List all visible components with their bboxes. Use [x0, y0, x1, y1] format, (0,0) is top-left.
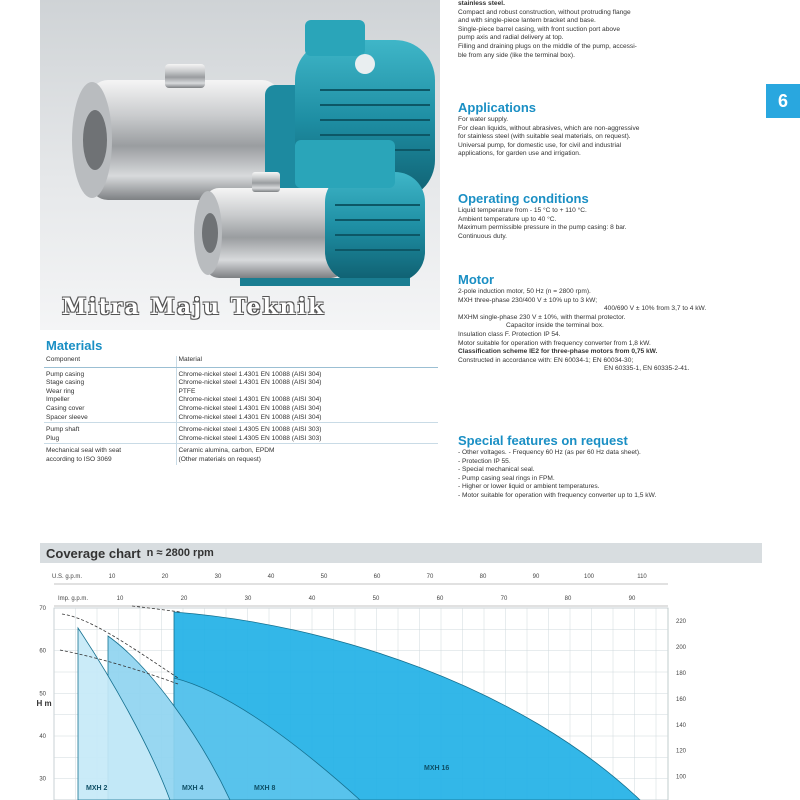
series-label: MXH 2: [86, 785, 108, 792]
x-axis-label-us: U.S. g.p.m.: [52, 574, 83, 580]
x-tick-imp: 30: [244, 596, 252, 602]
material-cell: Chrome-nickel steel 1.4301 EN 10088 (AISI 304): [176, 367, 438, 379]
x-tick-imp: 10: [116, 596, 124, 602]
motor-line: MXH three-phase 230/400 V ± 10% up to 3 kW;: [458, 296, 598, 304]
coverage-chart: [0, 566, 800, 800]
x-tick-us: 100: [583, 574, 595, 580]
motor-line: 400/690 V ± 10% from 3,7 to 4 kW.: [604, 305, 707, 313]
component-cell: Casing cover: [44, 405, 176, 414]
column-header-material: Material: [176, 356, 438, 367]
x-tick-imp: 90: [628, 596, 636, 602]
motor-line: EN 60335-1, EN 60335-2-41.: [604, 365, 690, 373]
y-tick-left: 40: [39, 734, 46, 740]
special-line: - Higher or lower liquid or ambient temperatures.: [458, 483, 600, 491]
applications-line: Universal pump, for domestic use, for civil and industrial: [458, 141, 622, 149]
x-tick-us: 80: [479, 574, 487, 580]
component-cell: Pump shaft: [44, 423, 176, 435]
x-tick-imp: 80: [564, 596, 572, 602]
table-row: [44, 444, 438, 456]
applications-title: Applications: [458, 100, 537, 115]
x-tick-us: 20: [161, 574, 169, 580]
material-cell: (Other materials on request): [178, 455, 261, 463]
applications-section: [458, 100, 763, 159]
table-row: [44, 388, 438, 397]
table-row: [44, 405, 438, 414]
y-axis-label-left: H m: [36, 699, 52, 709]
construction-line: pump axis and radial delivery at top.: [458, 34, 564, 42]
materials-title: Materials: [46, 338, 103, 353]
operating-line: Maximum permissible pressure in the pump casing: 8 bar.: [458, 224, 627, 232]
x-tick-imp: 60: [436, 596, 444, 602]
table-row: [44, 423, 438, 435]
special-line: - Pump casing seal rings in FPM.: [458, 474, 555, 482]
pump-illustration: [40, 0, 440, 330]
component-cell: Impeller: [44, 396, 176, 405]
special-line: - Motor suitable for operation with frequency converter up to 1,5 kW.: [458, 491, 657, 499]
component-cell: Stage casing: [44, 379, 176, 388]
series-label: MXH 4: [182, 785, 204, 792]
motor-section: [458, 272, 763, 374]
operating-conditions-section: [458, 191, 763, 241]
watermark: Mitra Maju Teknik: [62, 294, 326, 320]
applications-line: For clean liquids, without abrasives, which are non-aggressive: [458, 124, 640, 132]
material-cell: Chrome-nickel steel 1.4301 EN 10088 (AISI 304): [178, 379, 322, 387]
x-tick-imp: 70: [500, 596, 508, 602]
x-tick-imp: 20: [180, 596, 188, 602]
y-tick-right: 180: [676, 670, 687, 677]
component-cell: Mechanical seal with seat: [44, 444, 176, 456]
y-tick-right: 140: [676, 722, 687, 729]
motor-line: Insulation class F. Protection IP 54.: [458, 330, 561, 338]
applications-line: For water supply.: [458, 116, 509, 123]
operating-line: Ambient temperature up to 40 °C.: [458, 215, 557, 223]
motor-title: Motor: [458, 272, 495, 287]
y-tick-right: 220: [676, 618, 687, 625]
motor-line: Classification scheme IE2 for three-phase motors from 0,75 kW.: [458, 348, 658, 356]
y-tick-right: 100: [676, 774, 687, 781]
x-tick-us: 30: [214, 574, 222, 580]
component-cell: Wear ring: [44, 388, 176, 397]
chapter-tab: 6: [766, 84, 800, 118]
table-row: [44, 456, 438, 465]
x-axis-label-imp: Imp. g.p.m.: [58, 596, 89, 602]
series-label: MXH 8: [254, 785, 276, 792]
column-header-component: Component: [44, 356, 176, 367]
motor-line: Constructed in accordance with: EN 60034-1; EN 60034-30;: [458, 356, 634, 364]
product-photo: [40, 0, 440, 330]
table-header-row: [44, 356, 438, 367]
material-cell: Chrome-nickel steel 1.4301 EN 10088 (AISI 304): [178, 413, 322, 421]
material-cell: PTFE: [178, 387, 196, 395]
series-label: MXH 16: [424, 765, 450, 772]
x-tick-us: 50: [320, 574, 328, 580]
component-cell: according to ISO 3069: [44, 456, 176, 465]
table-row: [44, 435, 438, 444]
material-cell: Chrome-nickel steel 1.4301 EN 10088 (AISI 304): [178, 404, 322, 412]
x-tick-imp: 50: [372, 596, 380, 602]
y-tick-right: 120: [676, 748, 687, 755]
special-features-section: [458, 433, 763, 501]
construction-line: Single-piece barrel casing, with front suction port above: [458, 25, 621, 33]
construction-section: [458, 0, 763, 60]
special-line: - Other voltages. - Frequency 60 Hz (as per 60 Hz data sheet).: [458, 449, 641, 456]
y-tick-left: 70: [39, 606, 46, 612]
component-cell: Plug: [44, 435, 176, 444]
x-tick-us: 40: [267, 574, 275, 580]
construction-line: Compact and robust construction, without protruding flange: [458, 8, 631, 16]
y-tick-right: 200: [676, 644, 687, 651]
motor-line: Motor suitable for operation with frequency converter from 1,8 kW.: [458, 339, 651, 347]
construction-line: stainless steel.: [458, 0, 505, 7]
special-line: - Protection IP 55.: [458, 457, 511, 465]
applications-line: for stainless steel (with suitable seal materials, on request).: [458, 133, 631, 141]
operating-conditions-title: Operating conditions: [458, 191, 589, 206]
construction-line: Filling and draining plugs on the middle of the pump, accessi-: [458, 42, 637, 50]
y-tick-left: 50: [39, 691, 46, 698]
coverage-chart-header: [40, 543, 762, 563]
component-cell: Spacer sleeve: [44, 414, 176, 423]
table-row: [44, 379, 438, 388]
motor-line: MXHM single-phase 230 V ± 10%, with thermal protector.: [458, 313, 626, 321]
material-cell: Chrome-nickel steel 1.4305 EN 10088 (AISI 303): [176, 423, 438, 435]
material-cell: Chrome-nickel steel 1.4305 EN 10088 (AISI 303): [178, 434, 322, 442]
construction-line: and with single-piece lantern bracket and base.: [458, 17, 596, 25]
motor-line: Capacitor inside the terminal box.: [506, 322, 604, 330]
component-cell: Pump casing: [44, 367, 176, 379]
table-row: [44, 396, 438, 405]
y-tick-left: 60: [39, 648, 46, 655]
x-tick-us: 60: [373, 574, 381, 580]
y-tick-left: 30: [39, 776, 46, 783]
applications-line: applications, for garden use and irrigation.: [458, 150, 581, 158]
x-tick-us: 90: [532, 574, 540, 580]
special-line: - Special mechanical seal.: [458, 466, 535, 474]
material-cell: Ceramic alumina, carbon, EPDM: [176, 444, 438, 456]
operating-line: Continuous duty.: [458, 232, 507, 240]
table-row: [44, 367, 438, 379]
materials-table: [44, 356, 438, 465]
special-features-title: Special features on request: [458, 433, 628, 448]
x-tick-us: 110: [637, 574, 647, 580]
construction-line: ble from any side (like the terminal box).: [458, 51, 575, 59]
motor-line: 2-pole induction motor, 50 Hz (n = 2800 rpm).: [458, 288, 591, 295]
y-tick-right: 160: [676, 696, 687, 703]
coverage-chart-rpm: n ≈ 2800 rpm: [146, 547, 214, 559]
x-tick-us: 70: [426, 574, 434, 580]
material-cell: Chrome-nickel steel 1.4301 EN 10088 (AISI 304): [178, 396, 322, 404]
x-tick-us: 10: [108, 574, 116, 580]
x-tick-imp: 40: [308, 596, 316, 602]
operating-line: Liquid temperature from - 15 °C to + 110 °C.: [458, 207, 587, 214]
table-row: [44, 414, 438, 423]
coverage-chart-title: Coverage chart: [46, 545, 141, 561]
